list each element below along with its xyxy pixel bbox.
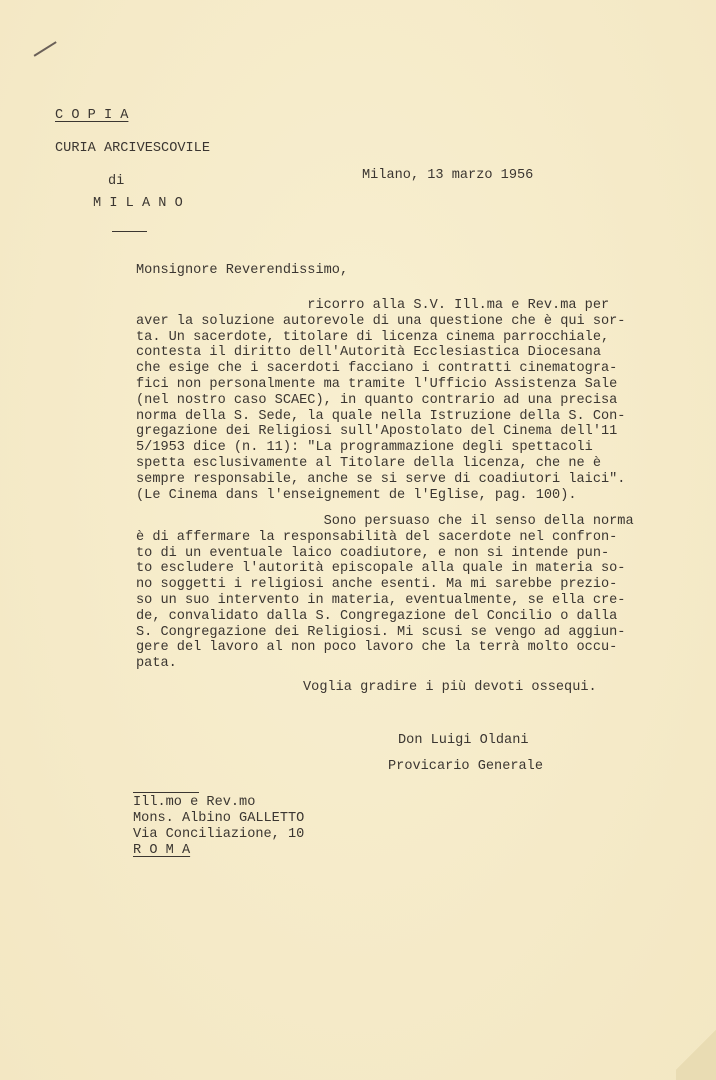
body-line: sempre responsabile, anche se si serve di coadiutori laici". <box>136 471 626 487</box>
pencil-mark <box>34 41 57 56</box>
recipient-city: R O M A <box>133 843 191 858</box>
letter-date: Milano, 13 marzo 1956 <box>362 168 534 183</box>
salutation: Monsignore Reverendissimo, <box>136 263 349 278</box>
paper-fold-corner <box>676 1020 716 1080</box>
body-line: Sono persuaso che il senso della norma <box>136 514 634 529</box>
body-line: aver la soluzione autorevole di una questione che è qui sor- <box>136 313 626 329</box>
body-line: spetta esclusivamente al Titolare della licenza, che ne è <box>136 455 601 471</box>
body-line: S. Congregazione dei Religiosi. Mi scusi se vengo ad aggiun- <box>136 624 626 640</box>
body-line: (Le Cinema dans l'enseignement de l'Eglise, pag. 100). <box>136 487 577 503</box>
body-line: so un suo intervento in materia, eventualmente, se ella cre- <box>136 592 626 608</box>
body-line: pata. <box>136 656 177 672</box>
signatory-name: Don Luigi Oldani <box>398 733 529 748</box>
body-line: gregazione dei Religiosi sull'Apostolato del Cinema dell'11 <box>136 424 618 440</box>
recipient-address: Via Conciliazione, 10 <box>133 827 305 842</box>
institution-city: M I L A N O <box>93 196 183 211</box>
body-line: 5/1953 dice (n. 11): "La programmazione degli spettacoli <box>136 440 593 456</box>
recipient-divider <box>133 792 199 793</box>
body-line: (nel nostro caso SCAEC), in quanto contrario ad una precisa <box>136 392 618 408</box>
body-line: to escludere l'autorità episcopale alla quale in materia so- <box>136 561 626 577</box>
body-paragraph-2 <box>136 514 656 672</box>
recipient-name: Mons. Albino GALLETTO <box>133 811 305 826</box>
body-line: no soggetti i religiosi anche esenti. Ma mi sarebbe prezio- <box>136 577 618 593</box>
body-line: norma della S. Sede, la quale nella Istruzione della S. Con- <box>136 408 626 424</box>
body-line: è di affermare la responsabilità del sacerdote nel confron- <box>136 529 618 545</box>
institution-di: di <box>108 174 125 189</box>
signatory-title: Provicario Generale <box>388 759 543 774</box>
body-line: contesta il diritto dell'Autorità Ecclesiastica Diocesana <box>136 345 601 361</box>
body-line: fici non personalmente ma tramite l'Ufficio Assistenza Sale <box>136 376 618 392</box>
header-divider <box>112 231 147 232</box>
body-paragraph-1 <box>136 298 656 503</box>
recipient-honorific: Ill.mo e Rev.mo <box>133 795 256 810</box>
copy-label: C O P I A <box>55 108 129 123</box>
body-line: che esige che i sacerdoti facciano i contratti cinematogra- <box>136 361 618 377</box>
body-line: ta. Un sacerdote, titolare di licenza cinema parrocchiale, <box>136 329 610 345</box>
institution-name: CURIA ARCIVESCOVILE <box>55 141 210 156</box>
closing-line: Voglia gradire i più devoti ossequi. <box>303 680 597 695</box>
body-line: to di un eventuale laico coadiutore, e non si intende pun- <box>136 545 610 561</box>
body-line: de, convalidato dalla S. Congregazione del Concilio o dalla <box>136 608 618 624</box>
body-line: ricorro alla S.V. Ill.ma e Rev.ma per <box>136 298 610 313</box>
body-line: gere del lavoro al non poco lavoro che la terrà molto occu- <box>136 640 618 656</box>
